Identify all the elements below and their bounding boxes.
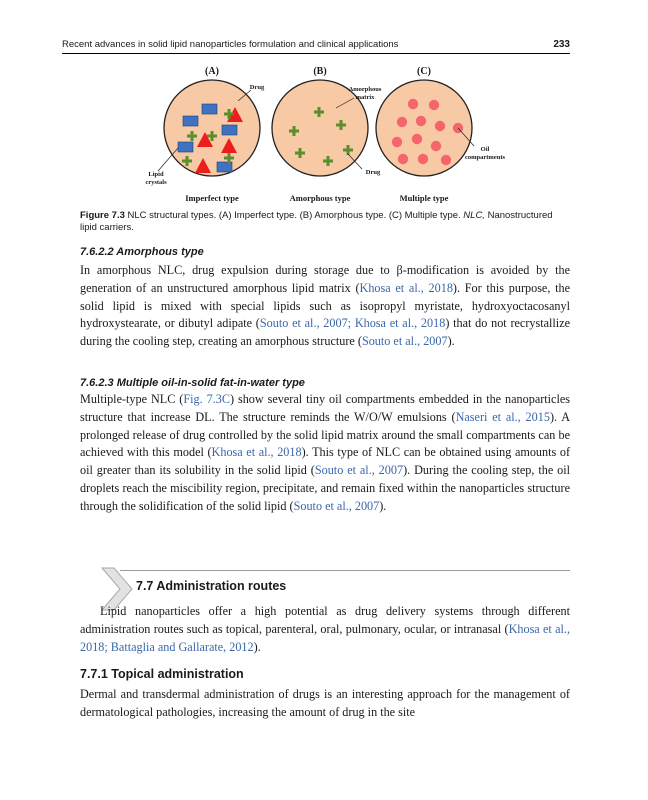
oil-droplet [408,99,418,109]
citation-link[interactable]: Souto et al., 2007 [314,463,404,478]
lipid-crystal [202,104,217,114]
panel-a-label: (A) [205,66,219,77]
annotation-drug-a: Drug [249,84,265,91]
oil-droplet [412,134,422,144]
paragraph-administration [80,603,570,656]
panel-c-label: (C) [417,66,431,77]
panel-b-label: (B) [313,66,327,77]
text-run: ). During the cooling step, the oil droplets reach the miscibility region, precipitate, and remain fixed within the nanoparticles structure through the solidification of the solid lipid ( [80,463,570,513]
text-run: Lipid nanoparticles offer a high potential as drug delivery systems through different administration routes such as topical, parenteral, oral, pulmonary, ocular, or intranasal ( [80,604,570,636]
annotation-amorphous-matrix: Amorphous matrix [348,86,382,101]
oil-droplet [435,121,445,131]
text-run: In amorphous NLC, drug expulsion during storage due to β-modification is avoided by the generation of an unstructured amorphous lipid matrix ( [80,263,570,295]
running-head-title: Recent advances in solid lipid nanoparticles formulation and clinical applications [62,39,399,50]
text-run: ). [253,639,261,654]
lipid-crystal [178,142,193,152]
oil-droplet [418,154,428,164]
text-run: ) show several tiny oil compartments embedded in the nanoparticles structure that increase DL. The structure reminds the W/O/W emulsions ( [80,392,571,424]
text-run: ). [447,334,455,349]
page-number: 233 [553,39,570,50]
citation-link[interactable]: Souto et al., 2007 [293,498,380,513]
caption-text: NLC structural types. (A) Imperfect type. (B) Amorphous type. (C) Multiple type. [127,210,461,221]
oil-droplet [431,141,441,151]
panel-a-type: Imperfect type [185,193,239,203]
text-run: Dermal and transdermal administration of drugs is an interesting approach for the management of dermatological pathologies, increasing the amount of drug in the site [80,687,570,719]
figure-caption [80,210,570,234]
paragraph-amorphous [80,262,570,351]
oil-droplet [416,116,426,126]
caption-number: Figure 7.3 [80,210,125,221]
annotation-drug-b: Drug [365,169,381,176]
panel-c-type: Multiple type [399,193,449,203]
annotation-lipid-crystals: Lipid crystals [145,171,167,186]
text-run: ). A prolonged release of drug controlled by the solid lipid matrix around the small compartments can be achieved with this model ( [80,409,571,460]
annotation-oil-compartments: Oil compartments [464,146,506,161]
caption-text-b: Nanostructured lipid carriers. [80,210,553,233]
oil-droplet [441,155,451,165]
lipid-crystal [217,162,232,172]
lipid-crystal [222,125,237,135]
figure-7-3 [140,66,520,206]
oil-droplet [398,154,408,164]
caption-abbr: NLC, [463,210,485,221]
figure-reference-link[interactable]: Fig. 7.3C [183,392,230,406]
section-rule [120,570,570,571]
oil-droplet [397,117,407,127]
citation-link[interactable]: Souto et al., 2007 [361,334,448,349]
heading-administration-routes: 7.7 Administration routes [136,579,287,593]
text-run: ) that do not recrystallize during the cooling step, creating an amorphous structure ( [80,316,571,349]
citation-link[interactable]: Souto et al., 2007; Khosa et al., 2018 [259,316,446,331]
running-head [62,39,570,54]
heading-amorphous-type: 7.6.2.2 Amorphous type [80,246,204,258]
heading-topical-administration: 7.7.1 Topical administration [80,667,244,681]
figure-drawing [140,66,520,206]
oil-droplet [392,137,402,147]
citation-link[interactable]: Khosa et al., 2018 [211,445,302,460]
citation-link[interactable]: Khosa et al., 2018; Battaglia and Gallarate, 2012 [80,621,570,654]
panel-b-type: Amorphous type [289,193,351,203]
paragraph-topical [80,686,570,722]
text-run: ). [379,498,387,513]
citation-link[interactable]: Khosa et al., 2018 [359,280,453,295]
text-run: ). For this purpose, the solid lipid is mixed with special lipids such as isopropyl myristate, hydroxyoctacosanyl hydroxystearate, or dibutyl adipate ( [80,280,571,331]
heading-multiple-type: 7.6.2.3 Multiple oil-in-solid fat-in-water type [80,377,305,389]
citation-link[interactable]: Naseri et al., 2015 [455,409,550,424]
paragraph-multiple [80,391,570,516]
text-run: ). This type of NLC can be obtained using amounts of oil greater than its solubility in the solid lipid ( [80,445,571,478]
lipid-crystal [183,116,198,126]
oil-droplet [429,100,439,110]
text-run: Multiple-type NLC ( [80,392,184,406]
